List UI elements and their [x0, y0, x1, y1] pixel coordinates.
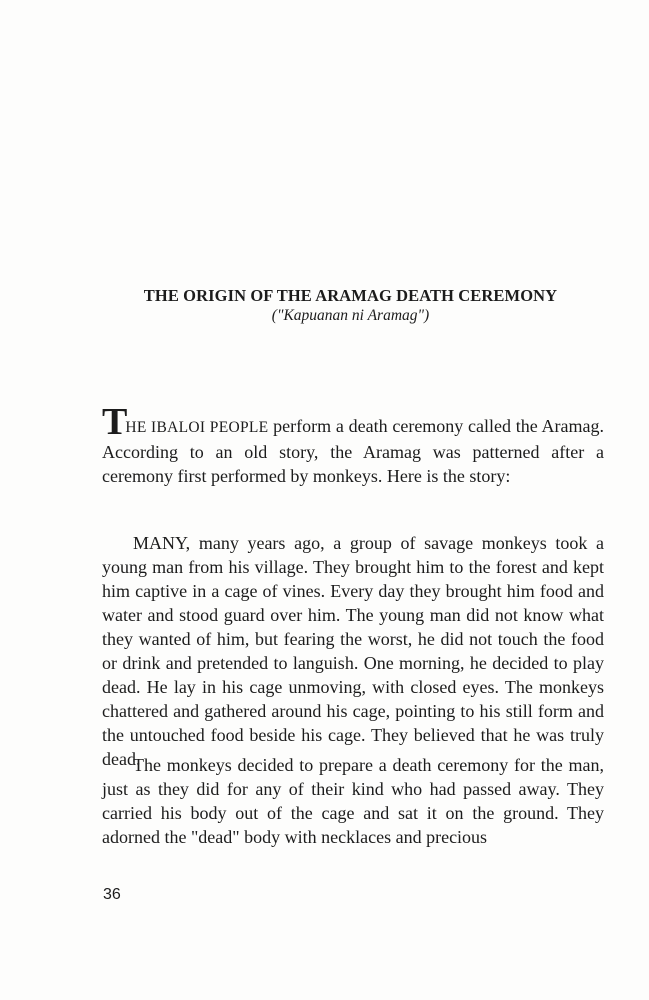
- story-subtitle: ("Kapuanan ni Aramag"): [271, 307, 430, 324]
- intro-paragraph: [102, 401, 604, 488]
- body-paragraph: MANY, many years ago, a group of savage monkeys took a young man from his village. They brought him to the forest and kept him captive in a cage of vines. Every day they brought him food and water and stood guard over him. The young man did not know what they wanted of him, but fearing the worst, he did not touch the food or drink and pretended to languish. One morning, he decided to play dead. He lay in his cage unmoving, with closed eyes. The monkeys chattered and gathered around his cage, pointing to his still form and the untouched food beside his cage. They believed that he was truly dead.: [102, 533, 604, 769]
- body-paragraph: The monkeys decided to prepare a death ceremony for the man, just as they did for any of their kind who had passed away. They carried his body out of the cage and sat it on the ground. They adorned the "dead" body with necklaces and precious: [102, 755, 604, 847]
- story-body: [102, 531, 604, 849]
- drop-cap: T: [102, 401, 126, 443]
- story-title: THE ORIGIN OF THE ARAMAG DEATH CEREMONY: [143, 286, 558, 305]
- intro-text: perform a death ceremony called the Aramag. According to an old story, the Aramag was patterned after a ceremony first performed by monkeys. Here is the story:: [102, 416, 604, 486]
- page-number: 36: [103, 886, 121, 903]
- intro-lead-caps: HE IBALOI PEOPLE: [125, 419, 269, 436]
- story-heading: [0, 286, 649, 326]
